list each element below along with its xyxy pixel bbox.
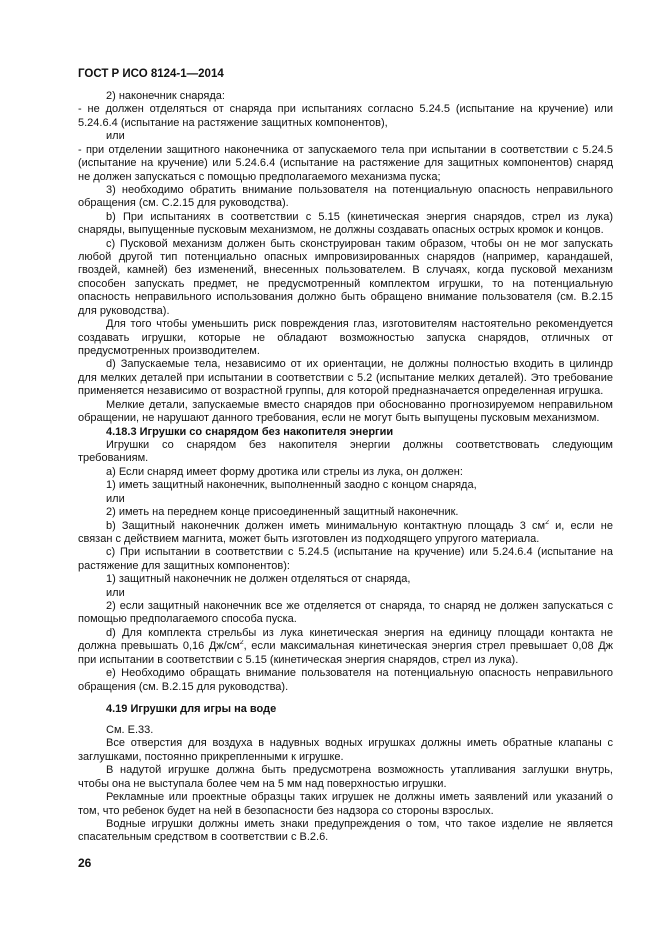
text-line [78, 238, 613, 251]
text-line [78, 211, 613, 224]
line-text: обращении, не нарушают данного требования, если не могут быть выпущены пусковым механизмом. [78, 412, 600, 425]
line-text: при испытании в соответствии с 5.15 (кинетическая энергия снарядов, стрел из лука). [78, 653, 519, 666]
text-line [78, 144, 613, 157]
line-text: d) Запускаемые тела, независимо от их ориентации, не должны полностью входить в цилиндр [106, 358, 613, 371]
line-text: - не должен отделяться от снаряда при испытаниях согласно 5.24.5 (испытание на кручение) или [78, 103, 613, 116]
text-line [78, 291, 613, 304]
text-line [78, 520, 613, 533]
text-line [78, 251, 613, 264]
section-heading [78, 703, 613, 716]
line-text: помощью предполагаемого способа пуска. [78, 613, 297, 626]
line-text: для мелких деталей при испытании в соответствии с 5.2 (испытание мелких деталей). Это требование [78, 371, 613, 384]
text-line [78, 466, 613, 479]
line-text: Рекламные или проектные образцы таких игрушек не должны иметь заявлений или указаний о [106, 791, 613, 804]
page-number: 26 [78, 856, 92, 870]
line-text: снаряды, выпущенные пусковым механизмом, не должны создавать опасных острых кромок и концов. [78, 224, 604, 237]
text-line [78, 197, 613, 210]
text-line [78, 681, 613, 694]
line-text: 1) иметь защитный наконечник, выполненный заодно с концом снаряда, [106, 479, 477, 492]
text-line [78, 778, 613, 791]
line-text: 2) наконечник снаряда: [106, 90, 225, 102]
text-line [78, 385, 613, 398]
line-text: 2) иметь на переднем конце присоединенный защитный наконечник. [106, 506, 459, 519]
text-line [78, 90, 613, 103]
text-line [78, 452, 613, 465]
text-line [78, 130, 613, 143]
text-line [78, 412, 613, 425]
text-line [78, 305, 613, 318]
line-text: b) При испытаниях в соответствии с 5.15 (кинетическая энергия снарядов, стрел из лука) [106, 210, 613, 223]
line-text: создавать игрушки, которые не обладают возможностью запуска снарядов, отличных от [78, 331, 613, 344]
line-text: - при отделении защитного наконечника от запускаемого тела при испытании в соответствии с 5.24.5 [78, 143, 613, 156]
text-line [78, 184, 613, 197]
text-line [78, 332, 613, 345]
line-text: См. Е.33. [106, 724, 154, 736]
text-line [78, 157, 613, 170]
text-line [78, 506, 613, 519]
text-line [78, 737, 613, 750]
line-text: предусмотренных производителем. [78, 345, 260, 358]
line-text-after: и, если не [549, 519, 613, 532]
section-heading [78, 426, 613, 439]
text-line [78, 640, 613, 653]
line-text: любой другой тип потенциально опасных импровизированных снарядов (например, карандашей, [78, 251, 613, 264]
line-text: опасность неправильного использования должно быть обращено внимание пользователя (см. В.2.15 [78, 291, 613, 304]
line-text: В надутой игрушке должна быть предусмотрена возможность утапливания заглушки внутрь, [106, 764, 613, 777]
line-text: связан с действием магнита, может быть изготовлен из подходящего упругого материала. [78, 532, 540, 545]
line-text: гвоздей, камней) без изменений, внесенных пользователем. В случаях, когда пусковой механизм [78, 264, 613, 277]
line-text-after: , если максимальная кинетическая энергия стрел превышает 0,08 Дж [243, 640, 613, 653]
line-text: 4.18.3 Игрушки со снарядом без накопителя энергии [106, 425, 394, 438]
text-line [78, 493, 613, 506]
line-text: или [106, 586, 125, 599]
text-line [78, 439, 613, 452]
line-text: или [106, 492, 125, 505]
line-text: или [106, 130, 125, 143]
line-text: c) Пусковой механизм должен быть сконструирован таким образом, чтобы он не мог запускать [106, 237, 613, 250]
line-text: Для того чтобы уменьшить риск повреждения глаз, изготовителям настоятельно рекомендуется [106, 318, 613, 331]
line-text: Игрушки со снарядом без накопителя энергии должны соответствовать следующим [106, 438, 613, 451]
text-line [78, 224, 613, 237]
text-line [78, 654, 613, 667]
superscript: 2 [545, 519, 550, 526]
text-line [78, 560, 613, 573]
line-text: спасательным средством в соответствии с В.2.6. [78, 831, 329, 844]
line-text: 4.19 Игрушки для игры на воде [106, 703, 277, 715]
line-text: 2) если защитный наконечник все же отделяется от снаряда, то снаряд не должен запускаться с [106, 600, 613, 613]
text-line [78, 264, 613, 277]
text-line [78, 358, 613, 371]
text-line [78, 818, 613, 831]
text-line [78, 613, 613, 626]
text-line [78, 533, 613, 546]
text-line [78, 627, 613, 640]
text-line [78, 751, 613, 764]
text-line [78, 573, 613, 586]
line-text: (испытание на кручение) или 5.24.6.4 (испытание на растяжение для защитных компонентов) снаряд [78, 157, 613, 170]
superscript: 2 [239, 640, 244, 647]
line-text: заглушками, постоянно прикрепленными к игрушке. [78, 750, 344, 763]
line-text: 1) защитный наконечник не должен отделяться от снаряда, [106, 573, 411, 586]
line-text: a) Если снаряд имеет форму дротика или стрелы из лука, он должен: [106, 465, 463, 478]
text-line [78, 805, 613, 818]
line-text: 5.24.6.4 (испытание на растяжение защитных компонентов), [78, 116, 388, 129]
line-text: не должен запускаться с помощью предполагаемого механизма пуска; [78, 170, 441, 183]
line-text: b) Защитный наконечник должен иметь минимальную контактную площадь 3 см [106, 519, 546, 532]
line-text: Мелкие детали, запускаемые вместо снарядов при обоснованно прогнозируемом неправильном [106, 398, 613, 411]
section-4-18-text [78, 90, 613, 694]
text-line [78, 724, 613, 737]
text-line [78, 600, 613, 613]
text-line [78, 103, 613, 116]
line-text: e) Необходимо обращать внимание пользователя на потенциальную опасность неправильного [106, 667, 613, 680]
text-line [78, 667, 613, 680]
text-line [78, 764, 613, 777]
document-header: ГОСТ Р ИСО 8124-1—2014 [78, 68, 224, 80]
text-line [78, 791, 613, 804]
line-text: требованиям. [78, 452, 149, 465]
text-line [78, 479, 613, 492]
text-line [78, 278, 613, 291]
line-text: применяется независимо от возрастной группы, для которой предназначается определенная игрушка. [78, 385, 604, 398]
line-text: способен запускать предмет, не предусмотренный комплектом игрушки, то на потенциальную [78, 277, 613, 290]
text-line [78, 399, 613, 412]
line-text: d) Для комплекта стрельбы из лука кинетическая энергия на единицу площади контакта не [106, 626, 613, 639]
line-text: 3) необходимо обратить внимание пользователя на потенциальную опасность неправильного [106, 183, 613, 196]
line-text: обращения (см. С.2.15 для руководства). [78, 197, 289, 210]
text-line [78, 117, 613, 130]
text-line [78, 587, 613, 600]
text-line [78, 345, 613, 358]
line-text: Все отверстия для воздуха в надувных водных игрушках должны иметь обратные клапаны с [106, 737, 613, 750]
line-text: обращения (см. В.2.15 для руководства). [78, 680, 289, 693]
line-text: для руководства). [78, 304, 170, 317]
line-text: чтобы она не выступала более чем на 5 мм над поверхностью игрушки. [78, 777, 447, 790]
line-text: должна превышать 0,16 Дж/см [78, 640, 240, 653]
line-text: Водные игрушки должны иметь знаки предупреждения о том, что такое изделие не является [106, 817, 613, 830]
line-text: растяжение для защитных компонентов): [78, 559, 290, 572]
section-4-19-heading [78, 703, 613, 716]
line-text: том, что ребенок будет на ней в безопасности без надзора со стороны взрослых. [78, 804, 494, 817]
text-line [78, 372, 613, 385]
text-line [78, 171, 613, 184]
text-line [78, 546, 613, 559]
line-text: c) При испытании в соответствии с 5.24.5 (испытание на кручение) или 5.24.6.4 (испытание на [106, 546, 613, 559]
text-line [78, 831, 613, 844]
text-line [78, 318, 613, 331]
section-4-19-text [78, 724, 613, 845]
